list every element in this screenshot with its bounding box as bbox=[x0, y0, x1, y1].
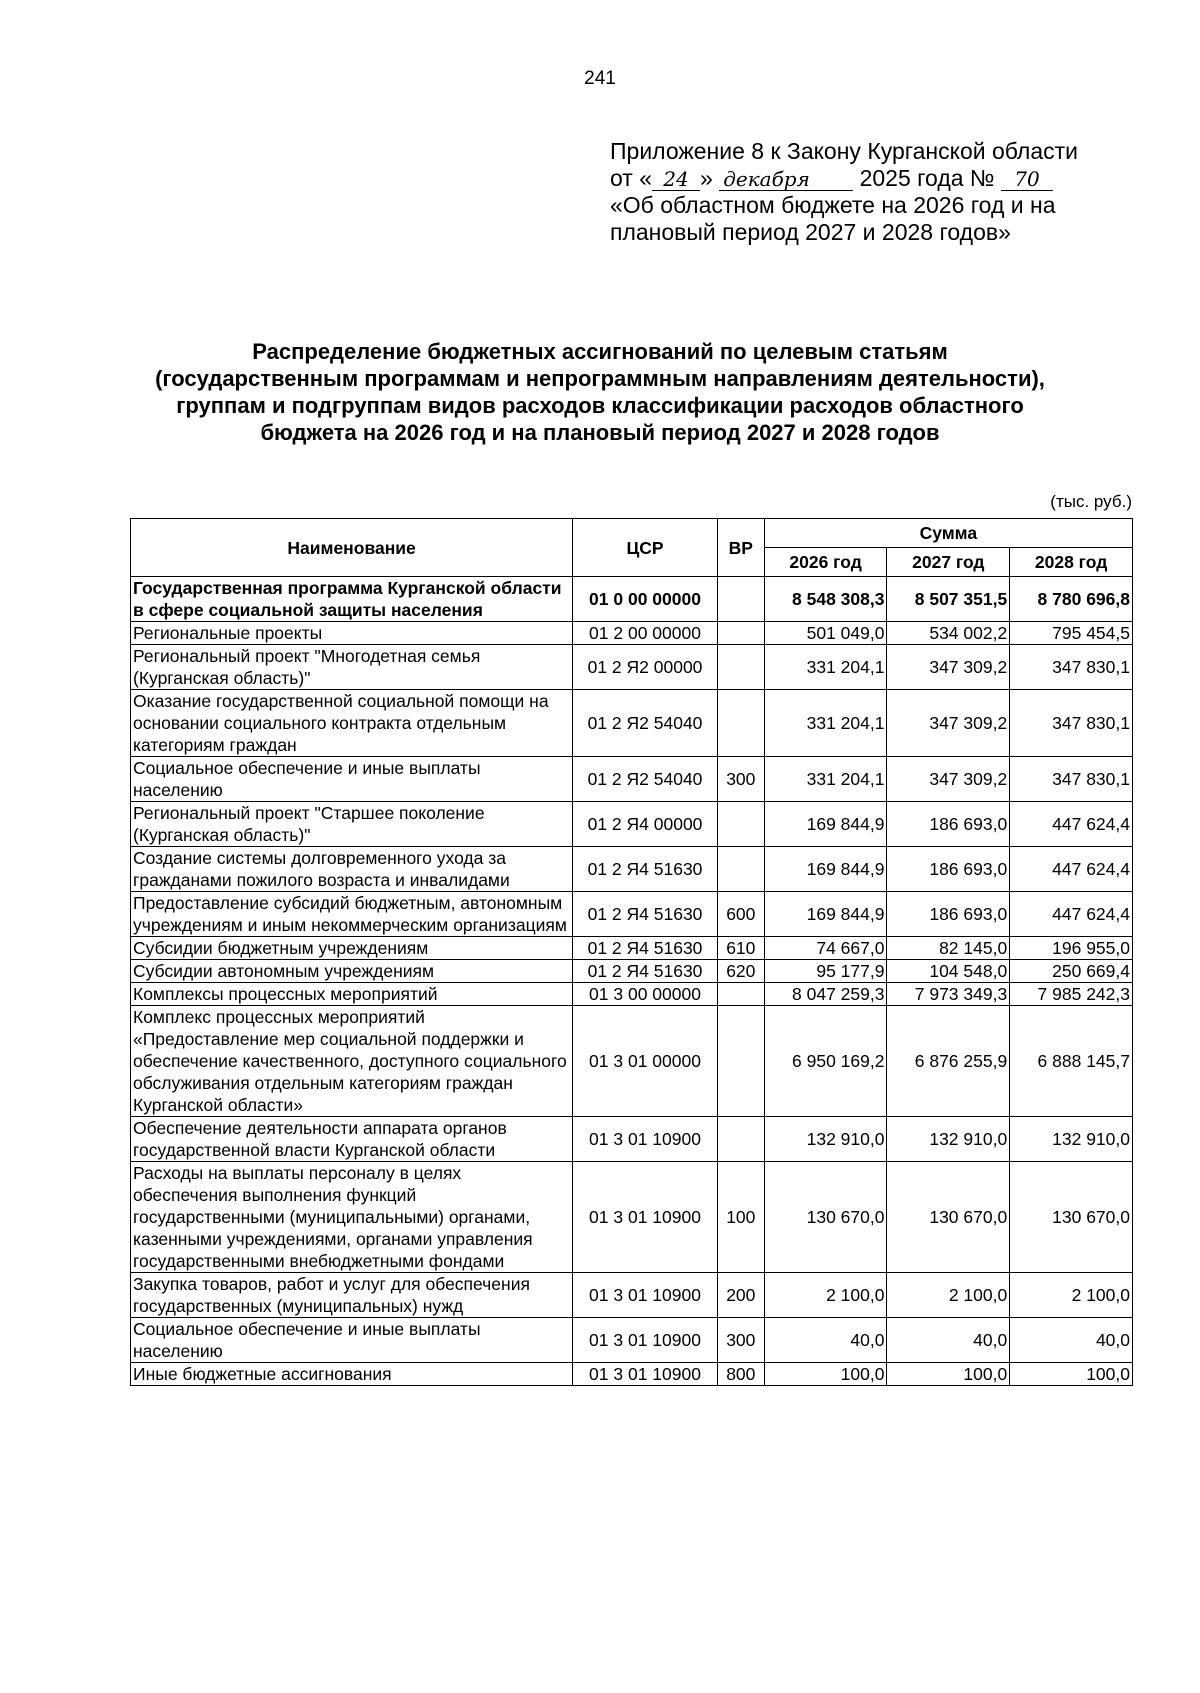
row-vr: 200 bbox=[717, 1273, 764, 1318]
row-csr: 01 2 Я4 00000 bbox=[573, 802, 718, 847]
row-2027: 40,0 bbox=[887, 1318, 1010, 1363]
row-2027: 6 876 255,9 bbox=[887, 1006, 1010, 1117]
row-2028: 250 669,4 bbox=[1010, 960, 1133, 983]
row-vr: 100 bbox=[717, 1162, 764, 1273]
row-name: Обеспечение деятельности аппарата органов государственной власти Курганской области bbox=[131, 1117, 573, 1162]
row-vr bbox=[717, 802, 764, 847]
appendix-line-3: «Об областном бюджете на 2026 год и на bbox=[610, 192, 1056, 218]
row-2026: 8 047 259,3 bbox=[764, 983, 887, 1006]
row-2026: 100,0 bbox=[764, 1363, 887, 1386]
table-row bbox=[131, 892, 1133, 937]
row-vr bbox=[717, 645, 764, 690]
row-csr: 01 2 Я2 54040 bbox=[573, 757, 718, 802]
row-csr: 01 2 00 00000 bbox=[573, 622, 718, 645]
row-vr: 610 bbox=[717, 937, 764, 960]
row-vr bbox=[717, 577, 764, 622]
table-row bbox=[131, 1273, 1133, 1318]
row-2027: 186 693,0 bbox=[887, 892, 1010, 937]
row-vr: 600 bbox=[717, 892, 764, 937]
row-2027: 130 670,0 bbox=[887, 1162, 1010, 1273]
row-csr: 01 2 Я4 51630 bbox=[573, 892, 718, 937]
row-csr: 01 3 01 10900 bbox=[573, 1363, 718, 1386]
row-2027: 8 507 351,5 bbox=[887, 577, 1010, 622]
handwritten-number: 70 bbox=[1001, 168, 1053, 191]
row-vr: 800 bbox=[717, 1363, 764, 1386]
table-row bbox=[131, 757, 1133, 802]
row-vr bbox=[717, 847, 764, 892]
row-name: Субсидии бюджетным учреждениям bbox=[131, 937, 573, 960]
row-2027: 7 973 349,3 bbox=[887, 983, 1010, 1006]
header-vr: ВР bbox=[717, 519, 764, 577]
row-2027: 186 693,0 bbox=[887, 847, 1010, 892]
row-name: Комплексы процессных мероприятий bbox=[131, 983, 573, 1006]
row-2026: 169 844,9 bbox=[764, 802, 887, 847]
table-row bbox=[131, 1363, 1133, 1386]
row-name: Расходы на выплаты персоналу в целях обеспечения выполнения функций государственными (муниципальными) органами, казенными учреждениями, органами управления государственными внебюджетными фондами bbox=[131, 1162, 573, 1273]
row-2026: 6 950 169,2 bbox=[764, 1006, 887, 1117]
row-csr: 01 3 01 10900 bbox=[573, 1162, 718, 1273]
row-2027: 82 145,0 bbox=[887, 937, 1010, 960]
row-vr bbox=[717, 690, 764, 757]
row-vr: 620 bbox=[717, 960, 764, 983]
row-2026: 132 910,0 bbox=[764, 1117, 887, 1162]
from-prefix: от « bbox=[610, 165, 653, 191]
units-label: (тыс. руб.) bbox=[1050, 492, 1132, 511]
row-csr: 01 3 01 10900 bbox=[573, 1117, 718, 1162]
row-2027: 132 910,0 bbox=[887, 1117, 1010, 1162]
row-2026: 331 204,1 bbox=[764, 757, 887, 802]
row-2026: 8 548 308,3 bbox=[764, 577, 887, 622]
row-2028: 347 830,1 bbox=[1010, 690, 1133, 757]
row-csr: 01 2 Я2 54040 bbox=[573, 690, 718, 757]
row-name: Закупка товаров, работ и услуг для обеспечения государственных (муниципальных) нужд bbox=[131, 1273, 573, 1318]
row-2027: 104 548,0 bbox=[887, 960, 1010, 983]
appendix-line-1: Приложение 8 к Закону Курганской области bbox=[610, 138, 1078, 164]
row-csr: 01 2 Я4 51630 bbox=[573, 960, 718, 983]
row-2027: 534 002,2 bbox=[887, 622, 1010, 645]
row-2028: 795 454,5 bbox=[1010, 622, 1133, 645]
row-name: Создание системы долговременного ухода за гражданами пожилого возраста и инвалидами bbox=[131, 847, 573, 892]
row-vr bbox=[717, 1117, 764, 1162]
row-2028: 196 955,0 bbox=[1010, 937, 1133, 960]
row-2028: 7 985 242,3 bbox=[1010, 983, 1133, 1006]
row-2026: 169 844,9 bbox=[764, 892, 887, 937]
row-name: Субсидии автономным учреждениям bbox=[131, 960, 573, 983]
row-name: Региональный проект "Многодетная семья (Курганская область)" bbox=[131, 645, 573, 690]
quote-close: » bbox=[700, 165, 713, 191]
table-row bbox=[131, 802, 1133, 847]
row-name: Социальное обеспечение и иные выплаты населению bbox=[131, 1318, 573, 1363]
table-row bbox=[131, 1117, 1133, 1162]
row-2028: 2 100,0 bbox=[1010, 1273, 1133, 1318]
row-2026: 40,0 bbox=[764, 1318, 887, 1363]
row-vr bbox=[717, 983, 764, 1006]
row-2026: 331 204,1 bbox=[764, 645, 887, 690]
table-row bbox=[131, 690, 1133, 757]
row-name: Региональные проекты bbox=[131, 622, 573, 645]
row-csr: 01 2 Я2 00000 bbox=[573, 645, 718, 690]
budget-table bbox=[130, 518, 1133, 1386]
row-name: Оказание государственной социальной помощи на основании социального контракта отдельным категориям граждан bbox=[131, 690, 573, 757]
row-2028: 447 624,4 bbox=[1010, 892, 1133, 937]
row-2026: 130 670,0 bbox=[764, 1162, 887, 1273]
row-csr: 01 3 01 10900 bbox=[573, 1273, 718, 1318]
row-2028: 132 910,0 bbox=[1010, 1117, 1133, 1162]
row-vr bbox=[717, 622, 764, 645]
header-2026: 2026 год bbox=[764, 548, 887, 577]
table-row bbox=[131, 1318, 1133, 1363]
appendix-header bbox=[610, 138, 1130, 246]
table-row bbox=[131, 577, 1133, 622]
row-2027: 100,0 bbox=[887, 1363, 1010, 1386]
table-row bbox=[131, 1006, 1133, 1117]
title-line-4: бюджета на 2026 год и на плановый период 2027 и 2028 годов bbox=[260, 420, 940, 445]
row-csr: 01 2 Я4 51630 bbox=[573, 937, 718, 960]
row-2026: 501 049,0 bbox=[764, 622, 887, 645]
title-line-1: Распределение бюджетных ассигнований по целевым статьям bbox=[252, 339, 948, 364]
row-2028: 447 624,4 bbox=[1010, 847, 1133, 892]
handwritten-month: декабря bbox=[719, 168, 853, 191]
appendix-line-2 bbox=[610, 165, 1130, 192]
row-2028: 347 830,1 bbox=[1010, 757, 1133, 802]
row-2027: 347 309,2 bbox=[887, 690, 1010, 757]
header-csr: ЦСР bbox=[573, 519, 718, 577]
row-2028: 6 888 145,7 bbox=[1010, 1006, 1133, 1117]
table-row bbox=[131, 960, 1133, 983]
row-2028: 100,0 bbox=[1010, 1363, 1133, 1386]
page-number: 241 bbox=[584, 68, 616, 89]
row-2026: 95 177,9 bbox=[764, 960, 887, 983]
row-2028: 130 670,0 bbox=[1010, 1162, 1133, 1273]
table-row bbox=[131, 983, 1133, 1006]
row-2026: 2 100,0 bbox=[764, 1273, 887, 1318]
row-2027: 186 693,0 bbox=[887, 802, 1010, 847]
row-vr: 300 bbox=[717, 757, 764, 802]
row-vr bbox=[717, 1006, 764, 1117]
row-2028: 447 624,4 bbox=[1010, 802, 1133, 847]
table-row bbox=[131, 937, 1133, 960]
row-2027: 2 100,0 bbox=[887, 1273, 1010, 1318]
row-csr: 01 3 01 00000 bbox=[573, 1006, 718, 1117]
row-csr: 01 2 Я4 51630 bbox=[573, 847, 718, 892]
row-2027: 347 309,2 bbox=[887, 757, 1010, 802]
row-name: Комплекс процессных мероприятий «Предоставление мер социальной поддержки и обеспечение качественного, доступного социального обслуживания отдельным категориям граждан Курганской области» bbox=[131, 1006, 573, 1117]
appendix-line-4: плановый период 2027 и 2028 годов» bbox=[610, 219, 1011, 245]
header-2028: 2028 год bbox=[1010, 548, 1133, 577]
row-csr: 01 0 00 00000 bbox=[573, 577, 718, 622]
row-2026: 74 667,0 bbox=[764, 937, 887, 960]
row-name: Государственная программа Курганской области в сфере социальной защиты населения bbox=[131, 577, 573, 622]
title-line-3: группам и подгруппам видов расходов классификации расходов областного bbox=[176, 393, 1024, 418]
table-row bbox=[131, 645, 1133, 690]
header-sum: Сумма bbox=[764, 519, 1132, 548]
row-vr: 300 bbox=[717, 1318, 764, 1363]
row-2028: 8 780 696,8 bbox=[1010, 577, 1133, 622]
year-text: 2025 года № bbox=[859, 165, 995, 191]
header-name: Наименование bbox=[131, 519, 573, 577]
row-name: Иные бюджетные ассигнования bbox=[131, 1363, 573, 1386]
row-2028: 347 830,1 bbox=[1010, 645, 1133, 690]
header-2027: 2027 год bbox=[887, 548, 1010, 577]
handwritten-day: 24 bbox=[652, 168, 700, 191]
row-csr: 01 3 00 00000 bbox=[573, 983, 718, 1006]
row-2026: 169 844,9 bbox=[764, 847, 887, 892]
row-name: Социальное обеспечение и иные выплаты населению bbox=[131, 757, 573, 802]
table-row bbox=[131, 1162, 1133, 1273]
header-row bbox=[131, 519, 1133, 548]
row-2026: 331 204,1 bbox=[764, 690, 887, 757]
title-line-2: (государственным программам и непрограммным направлениям деятельности), bbox=[155, 366, 1045, 391]
row-2028: 40,0 bbox=[1010, 1318, 1133, 1363]
table-body bbox=[131, 577, 1133, 1386]
row-2027: 347 309,2 bbox=[887, 645, 1010, 690]
document-title bbox=[120, 338, 1080, 446]
table-row bbox=[131, 847, 1133, 892]
table-row bbox=[131, 622, 1133, 645]
row-name: Региональный проект "Старшее поколение (Курганская область)" bbox=[131, 802, 573, 847]
row-name: Предоставление субсидий бюджетным, автономным учреждениям и иным некоммерческим организациям bbox=[131, 892, 573, 937]
row-csr: 01 3 01 10900 bbox=[573, 1318, 718, 1363]
